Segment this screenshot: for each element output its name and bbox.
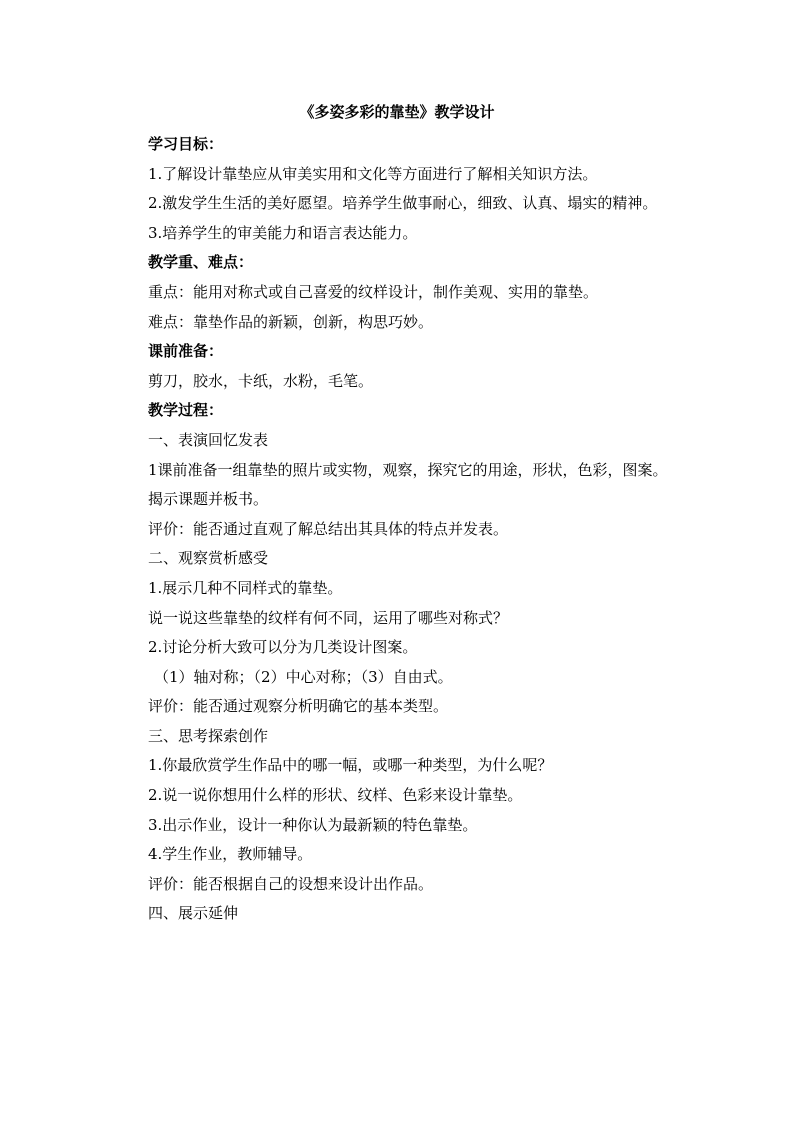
paragraph-line: 2.说一说你想用什么样的形状、纹样、色彩来设计靠垫。 [148,786,523,805]
paragraph-line: 揭示课题并板书。 [148,490,269,509]
paragraph-line: 一、表演回忆发表 [148,430,269,449]
section-heading: 教学重、难点： [148,253,254,272]
paragraph-line: 评价：能否通过观察分析明确它的基本类型。 [148,697,449,716]
section-heading: 学习目标： [148,135,224,153]
paragraph-line: 难点：靠垫作品的新颖，创新，构思巧妙。 [148,312,434,331]
paragraph-line: 三、思考探索创作 [148,726,269,745]
paragraph-line: 重点：能用对称式或自己喜爱的纹样设计，制作美观、实用的靠垫。 [148,282,599,301]
paragraph-line: 二、观察赏析感受 [148,549,269,568]
paragraph-line: 2.激发学生生活的美好愿望。培养学生做事耐心，细致、认真、塌实的精神。 [148,194,658,213]
section-heading: 课前准备： [148,342,224,361]
paragraph-line: 1.展示几种不同样式的靠垫。 [148,578,343,597]
document-body [118,130,688,929]
paragraph-line: 3.出示作业，设计一种你认为最新颖的特色靠垫。 [148,815,478,834]
paragraph-line: 2.讨论分析大致可以分为几类设计图案。 [148,638,418,657]
paragraph-line: 1.你最欣赏学生作品中的哪一幅，或哪一种类型，为什么呢？ [148,756,553,775]
section-heading: 教学过程： [148,401,224,420]
paragraph-line: 剪刀，胶水，卡纸，水粉，毛笔。 [148,371,374,390]
paragraph-line: 4.学生作业，教师辅导。 [148,845,313,864]
paragraph-line: 说一说这些靠垫的纹样有何不同，运用了哪些对称式？ [148,608,509,627]
paragraph-line: 1.了解设计靠垫应从审美实用和文化等方面进行了解相关知识方法。 [148,164,598,183]
document-title: 《多姿多彩的靠垫》教学设计 [299,103,495,121]
paragraph-line: 评价：能否通过直观了解总结出其具体的特点并发表。 [148,519,509,538]
paragraph-line: 1课前准备一组靠垫的照片或实物，观察，探究它的用途，形状，色彩，图案。 [148,460,668,479]
paragraph-line: 四、展示延伸 [148,904,239,923]
paragraph-line: （1）轴对称；（2）中心对称；（3）自由式。 [154,667,453,686]
paragraph-line: 评价：能否根据自己的设想来设计出作品。 [148,874,434,893]
paragraph-line: 3.培养学生的审美能力和语言表达能力。 [148,223,418,242]
